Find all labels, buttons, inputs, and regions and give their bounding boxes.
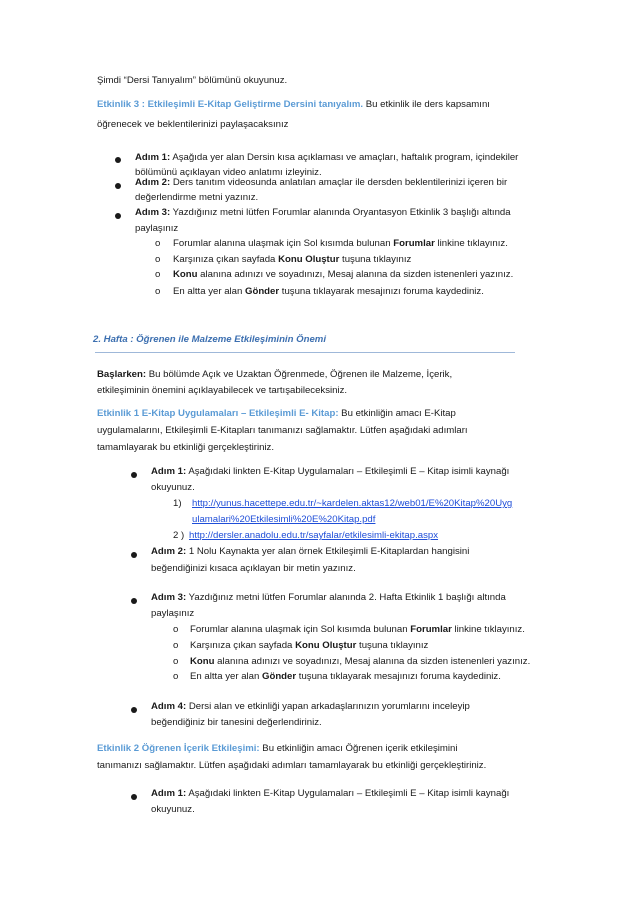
bullet-icon	[115, 213, 121, 219]
w2-step4: Adım 4: Dersi alan ve etkinliği yapan arkadaşlarınızın yorumlarını inceleyip	[151, 701, 470, 712]
w2-sub3: Konu alanına adınızı ve soyadınızı, Mesaj alanına da sizden istenenleri yazınız.	[190, 656, 531, 667]
week2-act2-title-line: Etkinlik 2 Öğrenen İçerik Etkileşimi: Bu etkinliğin amacı Öğrenen içerik etkileşimini	[97, 743, 458, 754]
activity3-title: Etkinlik 3 : Etkileşimli E-Kitap Geliştirme Dersini tanıyalım.	[97, 99, 364, 110]
link1-number: 1)	[173, 498, 182, 509]
bullet-icon	[131, 472, 137, 478]
intro-text: Şimdi “Dersi Tanıyalım” bölümünü okuyunuz.	[97, 75, 288, 86]
sub-bullet: o	[173, 671, 179, 682]
act3-step1-cont: bölümünü açıklayan video anlatımı izleyiniz.	[135, 167, 322, 178]
link-1-cont[interactable]: ulamalari%20Etkilesimli%20E%20Kitap.pdf	[192, 514, 376, 525]
act3-sub2: Karşınıza çıkan sayfada Konu Oluştur tuşuna tıklayınız	[173, 254, 412, 265]
heading-divider	[95, 352, 515, 353]
w2-step2: Adım 2: 1 Nolu Kaynakta yer alan örnek Etkileşimli E-Kitaplardan hangisini	[151, 546, 470, 557]
bullet-icon	[131, 598, 137, 604]
activity3-desc: Bu etkinlik ile ders kapsamını	[363, 99, 490, 110]
week2-act1-line3: tamamlayarak bu etkinliği gerçekleştiriniz.	[97, 442, 275, 453]
w2-sub1: Forumlar alanına ulaşmak için Sol kısımda bulunan Forumlar linkine tıklayınız.	[190, 624, 525, 635]
w2-step1: Adım 1: Aşağıdaki linkten E-Kitap Uygulamaları – Etkileşimli E – Kitap isimli kaynağı	[151, 466, 510, 477]
bullet-icon	[131, 794, 137, 800]
act3-step3: Adım 3: Yazdığınız metni lütfen Forumlar alanında Oryantasyon Etkinlik 3 başlığı altında	[135, 207, 511, 218]
act3-sub1: Forumlar alanına ulaşmak için Sol kısımda bulunan Forumlar linkine tıklayınız.	[173, 238, 508, 249]
w2-sub2: Karşınıza çıkan sayfada Konu Oluştur tuşuna tıklayınız	[190, 640, 429, 651]
sub-bullet: o	[155, 254, 161, 265]
w2-step1-cont: okuyunuz.	[151, 482, 195, 493]
start-line2: etkileşiminin önemini açıklayabilecek ve tartışabileceksiniz.	[97, 385, 348, 396]
w2-sub4: En altta yer alan Gönder tuşuna tıklayarak mesajınızı foruma kaydediniz.	[190, 671, 501, 682]
sub-bullet: o	[173, 656, 179, 667]
week2-heading: 2. Hafta : Öğrenen ile Malzeme Etkileşiminin Önemi	[93, 334, 326, 345]
bullet-icon	[131, 552, 137, 558]
link2-number: 2 )	[173, 530, 185, 541]
start-line1: Başlarken: Bu bölümde Açık ve Uzaktan Öğrenmede, Öğrenen ile Malzeme, İçerik,	[97, 369, 453, 380]
week2-act1-line2: uygulamalarını, Etkileşimli E-Kitapları tanımanızı sağlamaktır. Lütfen aşağıdaki adımları	[97, 425, 468, 436]
bullet-icon	[131, 707, 137, 713]
link-1[interactable]: http://yunus.hacettepe.edu.tr/~kardelen.aktas12/web01/E%20Kitap%20Uyg	[192, 498, 513, 509]
sub-bullet: o	[155, 269, 161, 280]
sub-bullet: o	[173, 624, 179, 635]
week2-act1-title: Etkinlik 1 E-Kitap Uygulamaları – Etkileşimli E- Kitap:	[97, 408, 339, 419]
week2-act2-line2: tanımanızı sağlamaktır. Lütfen aşağıdaki adımları tamamlayarak bu etkinliği gerçekleştiriniz.	[97, 760, 487, 771]
w2-act2-step1-cont: okuyunuz.	[151, 804, 195, 815]
act3-step1: Adım 1: Aşağıda yer alan Dersin kısa açıklaması ve amaçları, haftalık program, içindekiler	[135, 152, 519, 163]
w2-step3-cont: paylaşınız	[151, 608, 195, 619]
week2-act1-title-line: Etkinlik 1 E-Kitap Uygulamaları – Etkileşimli E- Kitap: Bu etkinliğin amacı E-Kitap	[97, 408, 456, 419]
sub-bullet: o	[155, 286, 161, 297]
bullet-icon	[115, 183, 121, 189]
w2-step2-cont: beğendiğinizi kısaca açıklayan bir metin yazınız.	[151, 563, 356, 574]
act3-sub4: En altta yer alan Gönder tuşuna tıklayarak mesajınızı foruma kaydediniz.	[173, 286, 484, 297]
link-2[interactable]: http://dersler.anadolu.edu.tr/sayfalar/etkilesimli-ekitap.aspx	[189, 530, 439, 541]
sub-bullet: o	[155, 238, 161, 249]
bullet-icon	[115, 157, 121, 163]
week2-act2-title: Etkinlik 2 Öğrenen İçerik Etkileşimi:	[97, 743, 260, 754]
act3-step2-cont: değerlendirme metni yazınız.	[135, 192, 259, 203]
sub-bullet: o	[173, 640, 179, 651]
w2-act2-step1: Adım 1: Aşağıdaki linkten E-Kitap Uygulamaları – Etkileşimli E – Kitap isimli kaynağı	[151, 788, 510, 799]
w2-step4-cont: beğendiğiniz bir tanesini değerlendiriniz.	[151, 717, 322, 728]
act3-sub3: Konu alanına adınızı ve soyadınızı, Mesaj alanına da sizden istenenleri yazınız.	[173, 269, 514, 280]
activity3-desc-line2: öğrenecek ve beklentilerinizi paylaşacaksınız	[97, 119, 289, 130]
act3-step2: Adım 2: Ders tanıtım videosunda anlatılan amaçlar ile dersden beklentilerinizi içeren bir	[135, 177, 508, 188]
act3-step3-cont: paylaşınız	[135, 223, 179, 234]
activity3-title-line	[97, 98, 567, 113]
w2-step3: Adım 3: Yazdığınız metni lütfen Forumlar alanında 2. Hafta Etkinlik 1 başlığı altında	[151, 592, 506, 603]
